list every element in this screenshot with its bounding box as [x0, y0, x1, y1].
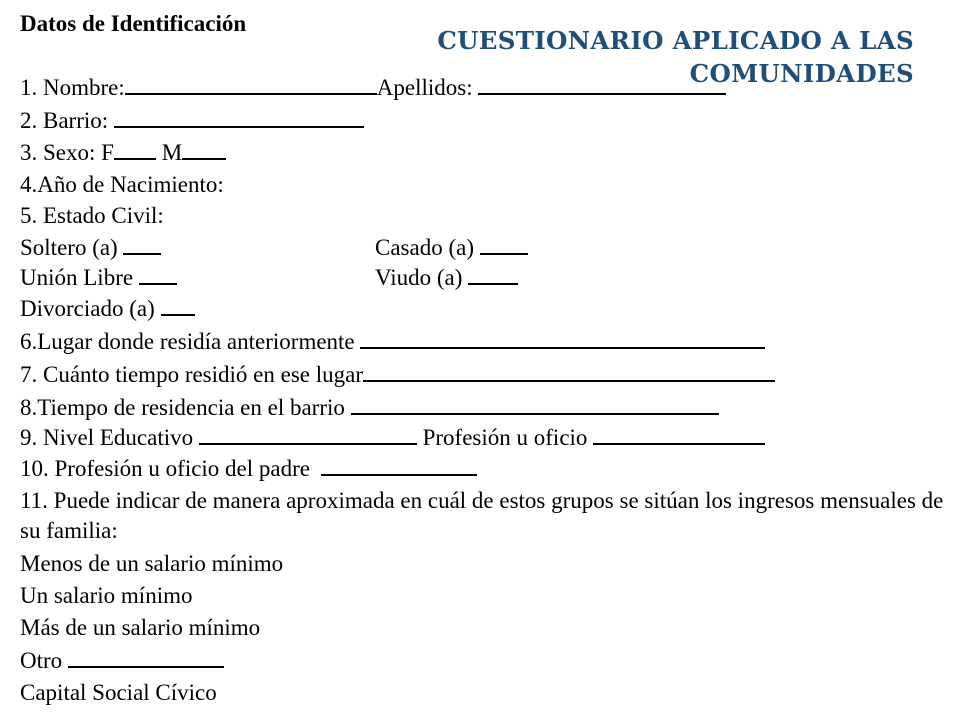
- question-6: [20, 327, 765, 357]
- option-soltero: [20, 233, 161, 263]
- father-profession-field[interactable]: [321, 454, 477, 476]
- option-divorciado-label: Divorciado (a): [20, 296, 155, 321]
- question-10: [20, 454, 477, 484]
- question-11: [20, 486, 950, 546]
- profession-field[interactable]: [593, 423, 765, 445]
- option-divorciado: [20, 294, 195, 324]
- income-option-4: [20, 646, 224, 676]
- time-lived-field[interactable]: [363, 360, 775, 382]
- income-option-3[interactable]: [20, 613, 260, 643]
- income-other-field[interactable]: [68, 646, 224, 668]
- union-libre-field[interactable]: [139, 263, 177, 285]
- question-9: [20, 423, 765, 453]
- question-3: [20, 138, 226, 168]
- casado-field[interactable]: [480, 233, 528, 255]
- question-5: [20, 201, 164, 231]
- option-casado: [375, 233, 528, 263]
- income-option-1[interactable]: [20, 549, 283, 579]
- section-heading: Datos de Identificación: [20, 11, 247, 36]
- option-casado-label: Casado (a): [375, 235, 474, 260]
- question-4: [20, 170, 224, 200]
- income-option-4-label: Otro: [20, 648, 63, 673]
- question-8: [20, 393, 719, 423]
- option-union-libre-label: Unión Libre: [20, 265, 134, 290]
- option-soltero-label: Soltero (a): [20, 235, 118, 260]
- question-1: [20, 73, 726, 103]
- question-9-label-2: Profesión u oficio: [422, 425, 588, 450]
- viudo-field[interactable]: [468, 263, 518, 285]
- question-8-label: 8.Tiempo de residencia en el barrio: [20, 395, 345, 420]
- question-2-label: 2. Barrio:: [20, 108, 109, 133]
- question-5-label: 5. Estado Civil:: [20, 203, 164, 228]
- question-7: [20, 360, 775, 390]
- income-option-2[interactable]: [20, 581, 192, 611]
- income-option-2-label: Un salario mínimo: [20, 583, 193, 608]
- soltero-field[interactable]: [123, 233, 161, 255]
- question-3-label-2: M: [155, 140, 183, 165]
- option-union-libre: [20, 263, 177, 293]
- sex-male-field[interactable]: [182, 138, 226, 160]
- next-section-heading-label: Capital Social Cívico: [20, 680, 217, 705]
- question-1-label: 1. Nombre:: [20, 75, 125, 100]
- page-title: CUESTIONARIO APLICADO A LAS COMUNIDADES: [437, 26, 914, 88]
- neighborhood-field[interactable]: [114, 106, 364, 128]
- question-9-label: 9. Nivel Educativo: [20, 425, 194, 450]
- residence-time-field[interactable]: [351, 393, 719, 415]
- question-6-label: 6.Lugar donde residía anteriormente: [20, 329, 355, 354]
- question-10-label: 10. Profesión u oficio del padre: [20, 456, 310, 481]
- question-1-label-2: Apellidos:: [376, 75, 473, 100]
- question-7-label: 7. Cuánto tiempo residió en ese lugar: [20, 362, 364, 387]
- question-3-label: 3. Sexo: F: [20, 140, 114, 165]
- surname-field[interactable]: [478, 73, 726, 95]
- next-section-heading: [20, 678, 217, 708]
- previous-residence-field[interactable]: [360, 327, 765, 349]
- education-level-field[interactable]: [199, 423, 417, 445]
- option-viudo-label: Viudo (a): [375, 265, 463, 290]
- question-2: [20, 106, 364, 136]
- option-viudo: [375, 263, 518, 293]
- income-option-3-label: Más de un salario mínimo: [20, 615, 261, 640]
- question-11-label: 11. Puede indicar de manera aproximada en cuál de estos grupos se sitúan los ingresos mensuales de su familia:: [20, 488, 944, 543]
- question-4-label: 4.Año de Nacimiento:: [20, 172, 224, 197]
- sex-female-field[interactable]: [114, 138, 156, 160]
- income-option-1-label: Menos de un salario mínimo: [20, 551, 284, 576]
- name-field[interactable]: [125, 73, 377, 95]
- divorciado-field[interactable]: [161, 294, 195, 316]
